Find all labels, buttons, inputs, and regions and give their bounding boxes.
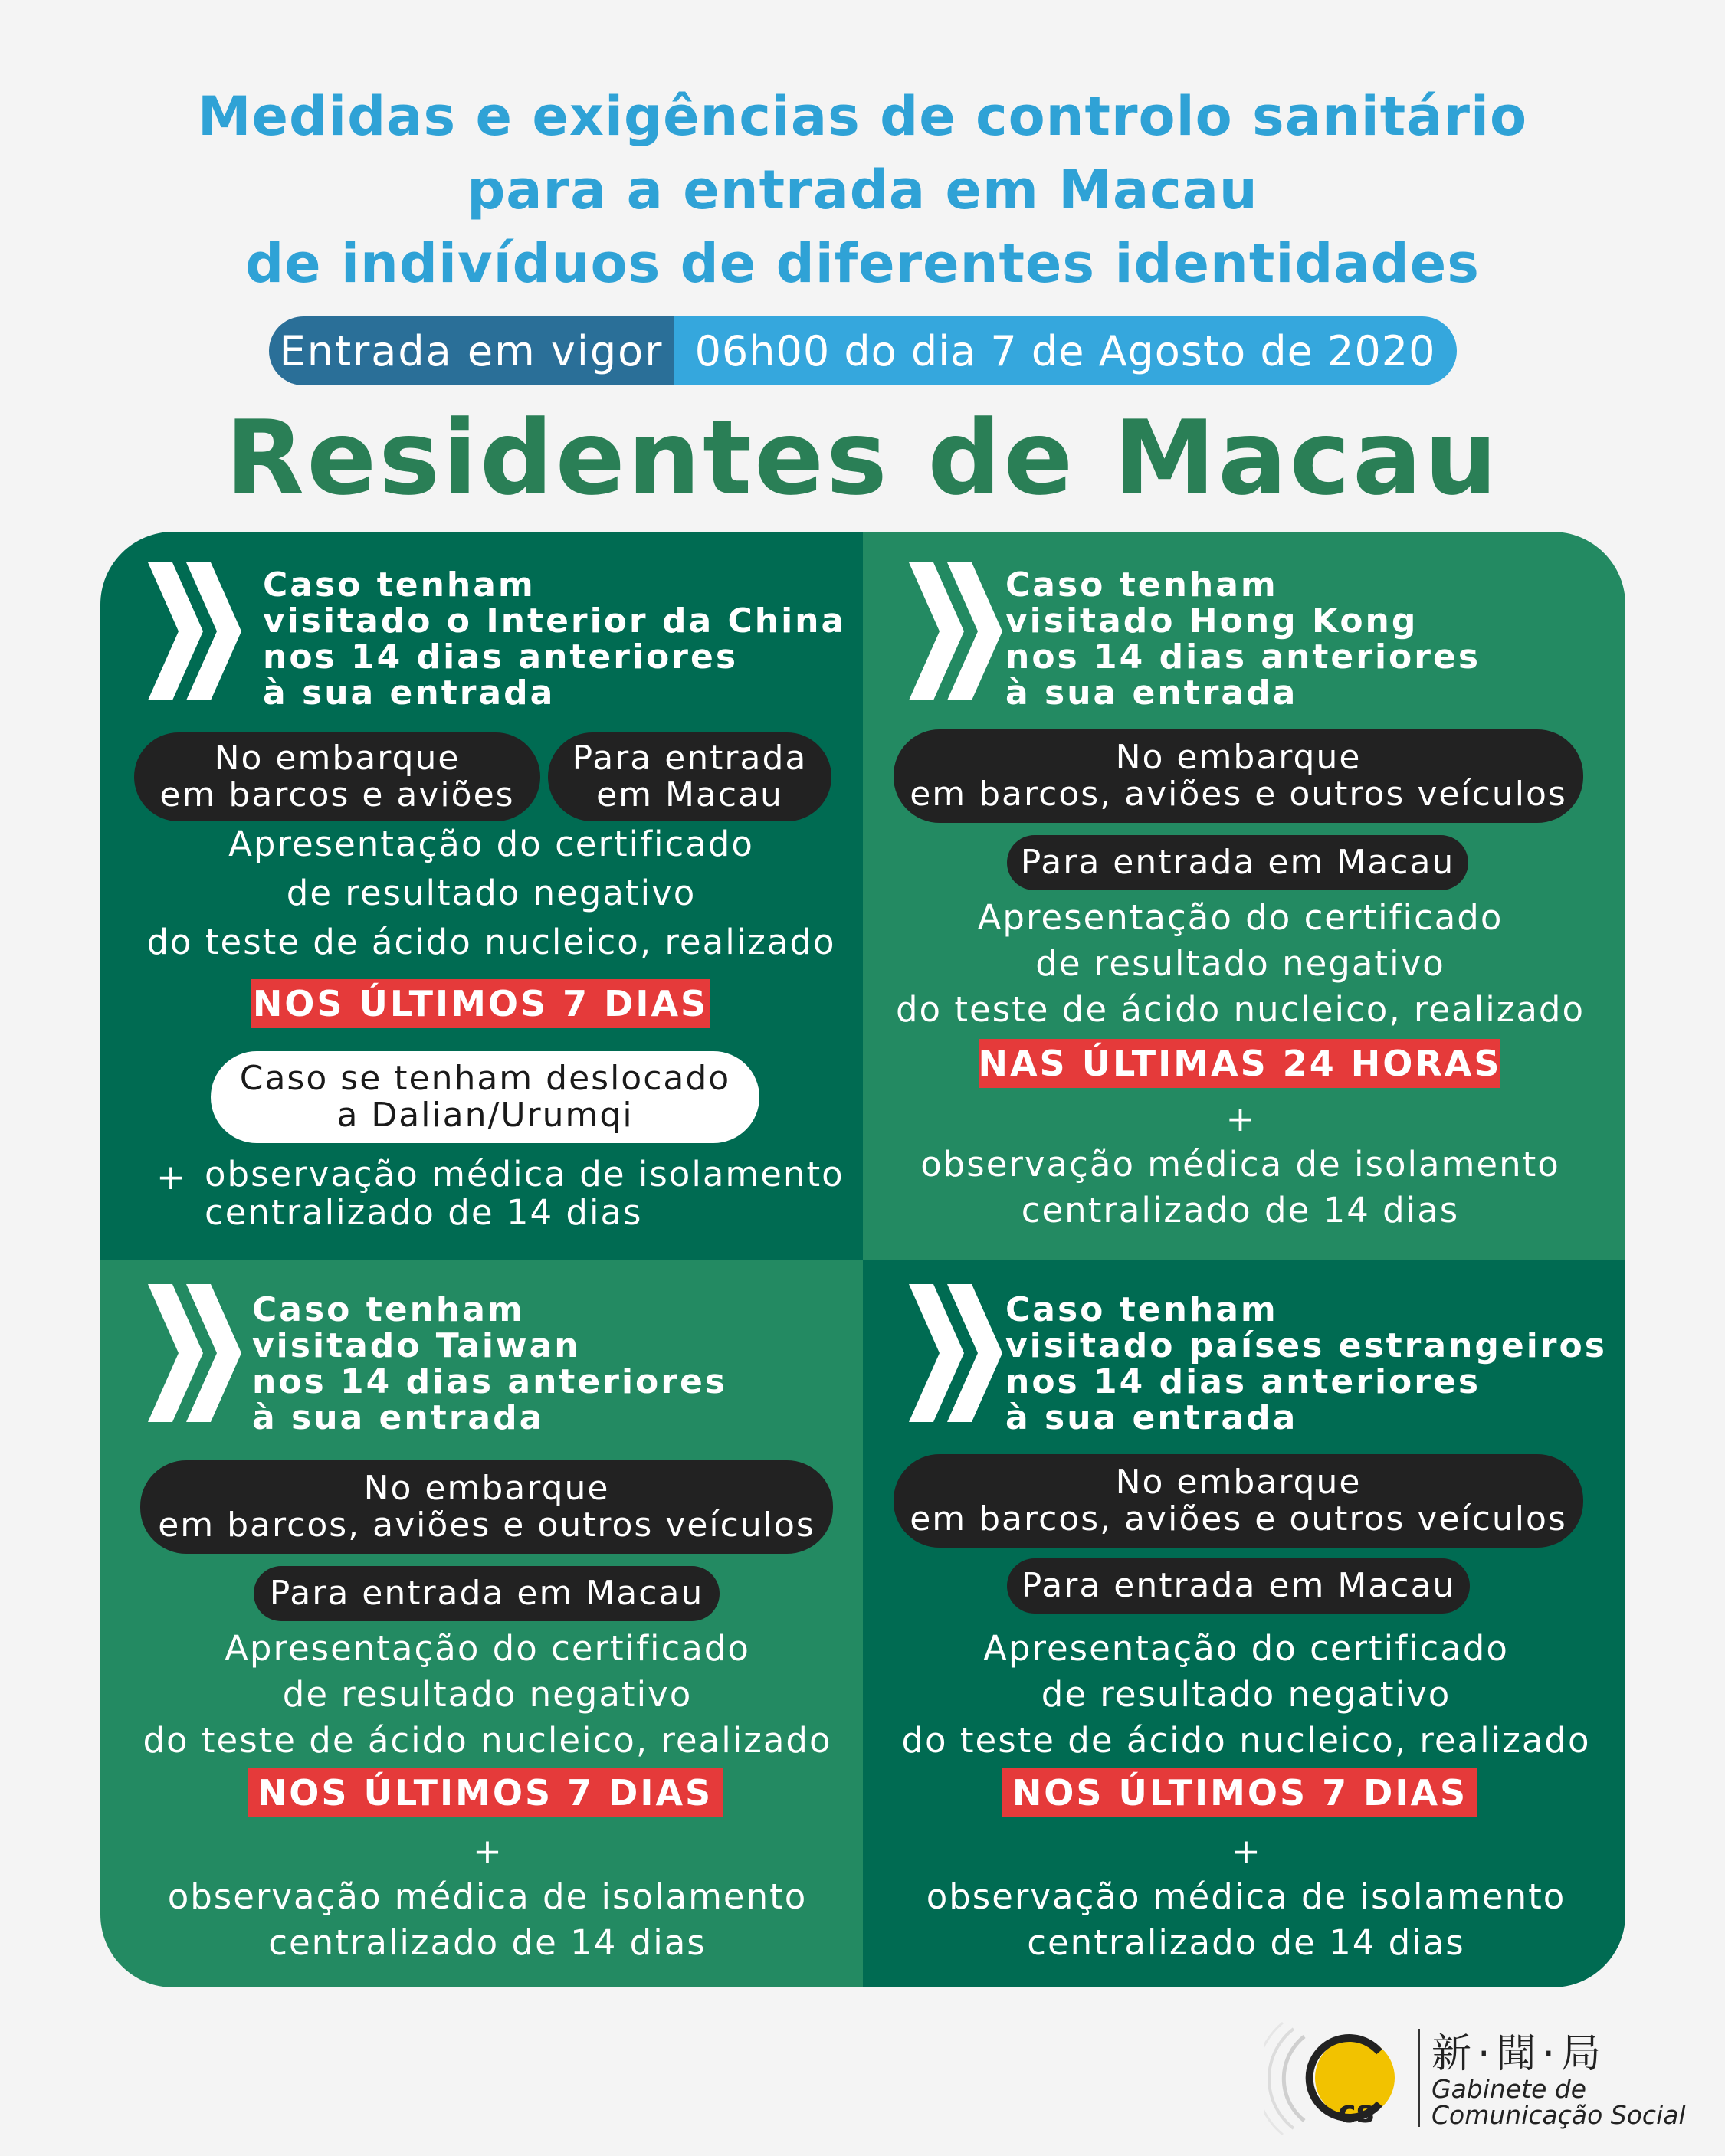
effective-date-banner (269, 316, 1457, 385)
quadrant-hongkong (863, 532, 1625, 1260)
boarding-pill (894, 729, 1583, 823)
description-line: Apresentação do certificado (983, 1628, 1509, 1669)
description-line: do teste de ácido nucleico, realizado (143, 1720, 832, 1761)
observation-line: centralizado de 14 dias (268, 1922, 707, 1963)
quadrant-heading (263, 567, 846, 711)
heading-line: à sua entrada (1005, 1398, 1298, 1437)
quadrant-heading (1005, 567, 1481, 711)
requirement-description (100, 820, 882, 967)
effective-value: 06h00 do dia 7 de Agosto de 2020 (674, 316, 1457, 385)
observation-line: observação médica de isolamento (920, 1144, 1560, 1184)
chevron-double-icon (909, 1284, 1005, 1422)
heading-line: nos 14 dias anteriores (252, 1362, 728, 1401)
page-title (0, 80, 1725, 300)
heading-line: à sua entrada (1005, 673, 1298, 713)
description-line: de resultado negativo (282, 1674, 693, 1715)
pill-line: Caso se tenham deslocado (239, 1059, 731, 1098)
observation-line: centralizado de 14 dias (1021, 1190, 1460, 1230)
entry-pill: Para entrada em Macau (1007, 1558, 1470, 1614)
effective-label: Entrada em vigor (269, 316, 674, 385)
observation-text (100, 1874, 874, 1966)
entry-pill (548, 732, 831, 821)
heading-line: visitado o Interior da China (263, 601, 847, 641)
title-line-3: de indivíduos de diferentes identidades (245, 232, 1480, 295)
description-line: de resultado negativo (1041, 1674, 1451, 1715)
observation-line: observação médica de isolamento (167, 1876, 808, 1917)
quadrant-china (100, 532, 863, 1260)
boarding-pill (134, 732, 540, 821)
requirement-description (863, 895, 1618, 1033)
pill-line: No embarque (1115, 1463, 1362, 1502)
heading-line: Caso tenham (1005, 565, 1278, 605)
period-highlight: NOS ÚLTIMOS 7 DIAS (248, 1768, 723, 1817)
observation-line: observação médica de isolamento (926, 1876, 1566, 1917)
observation-line: centralizado de 14 dias (1027, 1922, 1465, 1963)
pill-line: em barcos, aviões e outros veículos (910, 775, 1567, 814)
observation-line: observação médica de isolamento (205, 1154, 844, 1194)
pill-line: No embarque (363, 1469, 610, 1508)
pill-line: Para entrada (572, 739, 808, 778)
pill-line: em barcos, aviões e outros veículos (158, 1506, 815, 1545)
observation-text (205, 1155, 844, 1232)
period-highlight: NOS ÚLTIMOS 7 DIAS (1002, 1768, 1477, 1817)
quadrant-foreign (863, 1260, 1625, 1987)
quadrant-taiwan (100, 1260, 863, 1987)
description-line: do teste de ácido nucleico, realizado (146, 922, 836, 962)
logo-divider (1418, 2029, 1420, 2127)
heading-line: à sua entrada (252, 1398, 545, 1437)
heading-line: visitado Hong Kong (1005, 601, 1418, 641)
logo-chinese-name: 新·聞·局 (1431, 2031, 1608, 2077)
requirement-description (100, 1626, 874, 1764)
description-line: do teste de ácido nucleico, realizado (895, 989, 1585, 1030)
heading-line: visitado Taiwan (252, 1326, 581, 1365)
boarding-pill (140, 1460, 833, 1554)
pill-line: No embarque (1115, 738, 1362, 777)
heading-line: à sua entrada (263, 673, 556, 713)
requirement-description (863, 1626, 1625, 1764)
quadrant-grid (100, 532, 1625, 1987)
pill-line: No embarque (214, 739, 461, 778)
condition-pill (211, 1051, 759, 1143)
plus-sign: + (156, 1157, 185, 1198)
pill-line: em Macau (596, 775, 783, 814)
svg-text:cs: cs (1338, 2095, 1375, 2130)
period-highlight: NAS ÚLTIMAS 24 HORAS (979, 1039, 1500, 1088)
heading-line: Caso tenham (1005, 1290, 1278, 1329)
description-line: de resultado negativo (286, 873, 697, 913)
quadrant-heading (1005, 1292, 1607, 1436)
boarding-pill (894, 1454, 1583, 1548)
entry-pill: Para entrada em Macau (254, 1566, 720, 1621)
heading-line: visitado países estrangeiros (1005, 1326, 1607, 1365)
quadrant-heading (252, 1292, 727, 1436)
title-line-1: Medidas e exigências de controlo sanitário (197, 85, 1528, 148)
logo-line: Gabinete de (1431, 2074, 1587, 2104)
description-line: Apresentação do certificado (225, 1628, 750, 1669)
description-line: Apresentação do certificado (228, 824, 754, 864)
heading-line: Caso tenham (263, 565, 536, 605)
logo-portuguese-name (1431, 2076, 1686, 2128)
plus-sign: + (1225, 1099, 1255, 1139)
description-line: do teste de ácido nucleico, realizado (901, 1720, 1591, 1761)
observation-text (863, 1874, 1625, 1966)
heading-line: nos 14 dias anteriores (1005, 637, 1481, 677)
heading-line: nos 14 dias anteriores (1005, 1362, 1481, 1401)
section-heading: Residentes de Macau (225, 398, 1500, 518)
description-line: de resultado negativo (1035, 943, 1445, 984)
description-line: Apresentação do certificado (977, 897, 1504, 938)
pill-line: em barcos e aviões (159, 775, 515, 814)
chevron-double-icon (909, 562, 1005, 700)
observation-text (863, 1142, 1618, 1234)
plus-sign: + (1231, 1831, 1261, 1872)
gcs-logo-mark-icon (1264, 2021, 1410, 2136)
pill-line: a Dalian/Urumqi (336, 1096, 634, 1135)
chevron-double-icon (148, 562, 244, 700)
heading-line: nos 14 dias anteriores (263, 637, 739, 677)
pill-line: em barcos, aviões e outros veículos (910, 1499, 1567, 1538)
chevron-double-icon (148, 1284, 244, 1422)
observation-line: centralizado de 14 dias (205, 1192, 643, 1233)
period-highlight: NOS ÚLTIMOS 7 DIAS (251, 979, 710, 1028)
entry-pill: Para entrada em Macau (1007, 835, 1468, 890)
logo-line: Comunicação Social (1431, 2100, 1686, 2130)
heading-line: Caso tenham (252, 1290, 525, 1329)
gcs-logo (1264, 2021, 1694, 2136)
plus-sign: + (473, 1831, 502, 1872)
title-line-2: para a entrada em Macau (467, 159, 1258, 221)
